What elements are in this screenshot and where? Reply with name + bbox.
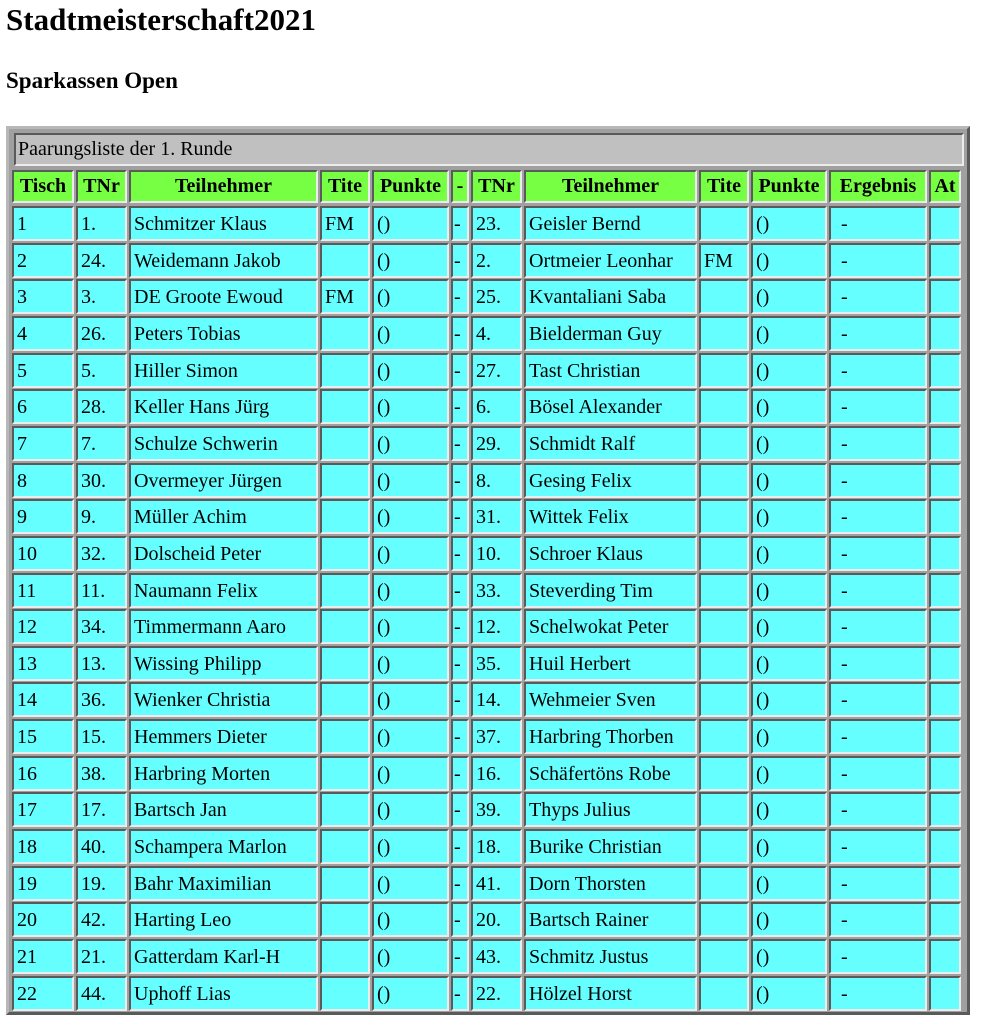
result-cell: - [829, 609, 927, 644]
player-number-white-cell: 21. [76, 939, 127, 974]
player-number-black-cell: 43. [471, 939, 522, 974]
table-number-cell: 16 [12, 756, 74, 791]
player-name-black-cell: Steverding Tim [524, 573, 697, 608]
column-header-player-number-white: TNr [76, 170, 127, 203]
player-title-white-cell [320, 756, 370, 791]
pairing-separator-cell: - [451, 243, 469, 278]
column-header-player-points-black: Punkte [751, 170, 827, 203]
remark-cell [929, 573, 961, 608]
player-number-white-cell: 42. [76, 902, 127, 937]
player-title-white-cell [320, 573, 370, 608]
player-name-white-cell: DE Groote Ewoud [129, 279, 318, 314]
player-points-black-cell: () [751, 719, 827, 754]
player-number-white-cell: 30. [76, 463, 127, 498]
player-number-black-cell: 20. [471, 902, 522, 937]
result-cell: - [829, 499, 927, 534]
pairing-separator-cell: - [451, 389, 469, 424]
player-number-white-cell: 32. [76, 536, 127, 571]
player-points-black-cell: () [751, 866, 827, 901]
player-points-black-cell: () [751, 279, 827, 314]
player-name-white-cell: Bartsch Jan [129, 792, 318, 827]
player-number-white-cell: 26. [76, 316, 127, 351]
player-title-black-cell [699, 682, 749, 717]
player-points-black-cell: () [751, 682, 827, 717]
player-title-black-cell [699, 389, 749, 424]
table-number-cell: 19 [12, 866, 74, 901]
player-name-black-cell: Bartsch Rainer [524, 902, 697, 937]
player-number-black-cell: 37. [471, 719, 522, 754]
player-title-black-cell [699, 573, 749, 608]
player-name-white-cell: Weidemann Jakob [129, 243, 318, 278]
result-cell: - [829, 756, 927, 791]
player-name-white-cell: Dolscheid Peter [129, 536, 318, 571]
player-title-white-cell: FM [320, 206, 370, 241]
player-title-black-cell [699, 426, 749, 461]
player-number-black-cell: 16. [471, 756, 522, 791]
player-number-white-cell: 24. [76, 243, 127, 278]
player-name-white-cell: Harbring Morten [129, 756, 318, 791]
player-number-white-cell: 40. [76, 829, 127, 864]
player-points-white-cell: () [372, 976, 449, 1011]
remark-cell [929, 939, 961, 974]
player-points-white-cell: () [372, 902, 449, 937]
remark-cell [929, 389, 961, 424]
player-number-black-cell: 31. [471, 499, 522, 534]
player-title-black-cell [699, 609, 749, 644]
player-name-white-cell: Schulze Schwerin [129, 426, 318, 461]
player-name-black-cell: Tast Christian [524, 353, 697, 388]
table-number-cell: 1 [12, 206, 74, 241]
player-points-black-cell: () [751, 499, 827, 534]
player-points-black-cell: () [751, 646, 827, 681]
player-title-black-cell [699, 792, 749, 827]
column-header-player-number-black: TNr [471, 170, 522, 203]
player-title-white-cell [320, 609, 370, 644]
remark-cell [929, 463, 961, 498]
table-number-cell: 13 [12, 646, 74, 681]
result-cell: - [829, 536, 927, 571]
table-number-cell: 11 [12, 573, 74, 608]
player-points-black-cell: () [751, 463, 827, 498]
player-name-white-cell: Wissing Philipp [129, 646, 318, 681]
player-name-black-cell: Kvantaliani Saba [524, 279, 697, 314]
player-name-black-cell: Huil Herbert [524, 646, 697, 681]
player-points-white-cell: () [372, 866, 449, 901]
player-number-black-cell: 35. [471, 646, 522, 681]
player-points-black-cell: () [751, 536, 827, 571]
player-points-black-cell: () [751, 243, 827, 278]
player-number-black-cell: 2. [471, 243, 522, 278]
remark-cell [929, 756, 961, 791]
player-name-black-cell: Wittek Felix [524, 499, 697, 534]
player-points-black-cell: () [751, 573, 827, 608]
pairing-separator-cell: - [451, 719, 469, 754]
player-title-white-cell [320, 353, 370, 388]
player-name-black-cell: Wehmeier Sven [524, 682, 697, 717]
column-header-player-name-black: Teilnehmer [524, 170, 697, 203]
remark-cell [929, 426, 961, 461]
player-number-white-cell: 5. [76, 353, 127, 388]
remark-cell [929, 682, 961, 717]
pairing-separator-cell: - [451, 536, 469, 571]
page-subtitle: Sparkassen Open [6, 68, 178, 93]
pairing-separator-cell: - [451, 463, 469, 498]
column-header-player-name-white: Teilnehmer [129, 170, 318, 203]
player-number-black-cell: 6. [471, 389, 522, 424]
player-title-black-cell [699, 316, 749, 351]
player-points-white-cell: () [372, 499, 449, 534]
player-name-black-cell: Ortmeier Leonhar [524, 243, 697, 278]
player-points-white-cell: () [372, 353, 449, 388]
player-name-black-cell: Schäfertöns Robe [524, 756, 697, 791]
remark-cell [929, 206, 961, 241]
player-name-black-cell: Hölzel Horst [524, 976, 697, 1011]
remark-cell [929, 609, 961, 644]
player-name-white-cell: Schmitzer Klaus [129, 206, 318, 241]
player-number-black-cell: 29. [471, 426, 522, 461]
player-name-black-cell: Harbring Thorben [524, 719, 697, 754]
player-number-white-cell: 7. [76, 426, 127, 461]
result-cell: - [829, 389, 927, 424]
player-number-white-cell: 34. [76, 609, 127, 644]
player-points-black-cell: () [751, 206, 827, 241]
table-number-cell: 5 [12, 353, 74, 388]
player-number-white-cell: 36. [76, 682, 127, 717]
table-caption: Paarungsliste der 1. Runde [14, 133, 964, 166]
player-name-black-cell: Bielderman Guy [524, 316, 697, 351]
player-points-white-cell: () [372, 719, 449, 754]
remark-cell [929, 279, 961, 314]
player-number-black-cell: 41. [471, 866, 522, 901]
player-name-black-cell: Schmitz Justus [524, 939, 697, 974]
player-title-white-cell [320, 682, 370, 717]
player-name-white-cell: Schampera Marlon [129, 829, 318, 864]
player-title-black-cell [699, 829, 749, 864]
pairing-separator-cell: - [451, 682, 469, 717]
remark-cell [929, 976, 961, 1011]
player-points-white-cell: () [372, 682, 449, 717]
result-cell: - [829, 573, 927, 608]
pairing-separator-cell: - [451, 206, 469, 241]
player-title-white-cell [320, 389, 370, 424]
result-cell: - [829, 792, 927, 827]
player-title-white-cell [320, 939, 370, 974]
player-name-white-cell: Timmermann Aaro [129, 609, 318, 644]
pairing-separator-cell: - [451, 353, 469, 388]
player-number-black-cell: 12. [471, 609, 522, 644]
player-number-white-cell: 11. [76, 573, 127, 608]
column-header-table-number: Tisch [12, 170, 74, 203]
player-title-white-cell [320, 866, 370, 901]
player-title-black-cell [699, 463, 749, 498]
player-title-white-cell [320, 792, 370, 827]
player-points-white-cell: () [372, 243, 449, 278]
result-cell: - [829, 866, 927, 901]
player-points-black-cell: () [751, 609, 827, 644]
player-number-black-cell: 18. [471, 829, 522, 864]
column-header-result: Ergebnis [829, 170, 927, 203]
player-points-white-cell: () [372, 536, 449, 571]
player-title-white-cell [320, 902, 370, 937]
player-points-white-cell: () [372, 609, 449, 644]
player-points-black-cell: () [751, 829, 827, 864]
player-points-black-cell: () [751, 426, 827, 461]
table-number-cell: 3 [12, 279, 74, 314]
player-points-white-cell: () [372, 463, 449, 498]
remark-cell [929, 536, 961, 571]
player-number-black-cell: 14. [471, 682, 522, 717]
player-name-black-cell: Bösel Alexander [524, 389, 697, 424]
player-points-black-cell: () [751, 792, 827, 827]
player-points-black-cell: () [751, 353, 827, 388]
player-title-black-cell [699, 536, 749, 571]
player-points-white-cell: () [372, 316, 449, 351]
pairing-separator-cell: - [451, 316, 469, 351]
player-points-black-cell: () [751, 976, 827, 1011]
result-cell: - [829, 463, 927, 498]
player-title-black-cell [699, 902, 749, 937]
result-cell: - [829, 902, 927, 937]
player-number-white-cell: 17. [76, 792, 127, 827]
player-points-black-cell: () [751, 316, 827, 351]
player-title-black-cell [699, 499, 749, 534]
table-number-cell: 8 [12, 463, 74, 498]
player-points-white-cell: () [372, 279, 449, 314]
column-header-player-points-white: Punkte [372, 170, 449, 203]
player-points-white-cell: () [372, 756, 449, 791]
player-number-white-cell: 28. [76, 389, 127, 424]
result-cell: - [829, 939, 927, 974]
player-number-white-cell: 44. [76, 976, 127, 1011]
player-title-white-cell: FM [320, 279, 370, 314]
table-number-cell: 6 [12, 389, 74, 424]
player-title-white-cell [320, 829, 370, 864]
result-cell: - [829, 426, 927, 461]
player-name-white-cell: Uphoff Lias [129, 976, 318, 1011]
player-number-black-cell: 10. [471, 536, 522, 571]
table-number-cell: 4 [12, 316, 74, 351]
player-number-white-cell: 13. [76, 646, 127, 681]
table-number-cell: 15 [12, 719, 74, 754]
pairing-separator-cell: - [451, 939, 469, 974]
remark-cell [929, 646, 961, 681]
player-name-black-cell: Gesing Felix [524, 463, 697, 498]
remark-cell [929, 719, 961, 754]
player-title-black-cell [699, 939, 749, 974]
player-number-white-cell: 19. [76, 866, 127, 901]
result-cell: - [829, 646, 927, 681]
player-name-black-cell: Schroer Klaus [524, 536, 697, 571]
player-name-white-cell: Bahr Maximilian [129, 866, 318, 901]
player-title-white-cell [320, 243, 370, 278]
player-title-white-cell [320, 719, 370, 754]
table-number-cell: 22 [12, 976, 74, 1011]
remark-cell [929, 866, 961, 901]
remark-cell [929, 792, 961, 827]
remark-cell [929, 353, 961, 388]
player-name-white-cell: Harting Leo [129, 902, 318, 937]
player-number-white-cell: 3. [76, 279, 127, 314]
player-points-white-cell: () [372, 206, 449, 241]
result-cell: - [829, 279, 927, 314]
player-name-white-cell: Naumann Felix [129, 573, 318, 608]
player-points-white-cell: () [372, 426, 449, 461]
pairing-separator-cell: - [451, 902, 469, 937]
player-number-black-cell: 33. [471, 573, 522, 608]
player-title-black-cell [699, 353, 749, 388]
player-title-white-cell [320, 426, 370, 461]
remark-cell [929, 902, 961, 937]
result-cell: - [829, 316, 927, 351]
table-number-cell: 20 [12, 902, 74, 937]
pairing-separator-cell: - [451, 976, 469, 1011]
player-points-white-cell: () [372, 389, 449, 424]
pairing-separator-cell: - [451, 792, 469, 827]
page-title: Stadtmeisterschaft2021 [6, 2, 316, 37]
player-title-black-cell [699, 206, 749, 241]
table-number-cell: 7 [12, 426, 74, 461]
player-number-black-cell: 27. [471, 353, 522, 388]
player-points-white-cell: () [372, 939, 449, 974]
player-number-black-cell: 4. [471, 316, 522, 351]
pairing-separator-cell: - [451, 756, 469, 791]
result-cell: - [829, 719, 927, 754]
player-title-black-cell [699, 646, 749, 681]
remark-cell [929, 829, 961, 864]
table-number-cell: 2 [12, 243, 74, 278]
pairing-separator-cell: - [451, 499, 469, 534]
result-cell: - [829, 243, 927, 278]
player-title-white-cell [320, 646, 370, 681]
pairing-separator-cell: - [451, 573, 469, 608]
table-number-cell: 9 [12, 499, 74, 534]
player-title-white-cell [320, 499, 370, 534]
player-points-white-cell: () [372, 646, 449, 681]
player-points-black-cell: () [751, 939, 827, 974]
player-number-white-cell: 38. [76, 756, 127, 791]
player-name-black-cell: Dorn Thorsten [524, 866, 697, 901]
player-number-black-cell: 8. [471, 463, 522, 498]
result-cell: - [829, 976, 927, 1011]
player-name-white-cell: Peters Tobias [129, 316, 318, 351]
remark-cell [929, 316, 961, 351]
player-name-white-cell: Hiller Simon [129, 353, 318, 388]
player-number-black-cell: 39. [471, 792, 522, 827]
player-title-white-cell [320, 316, 370, 351]
result-cell: - [829, 829, 927, 864]
player-points-black-cell: () [751, 756, 827, 791]
player-number-black-cell: 22. [471, 976, 522, 1011]
player-name-black-cell: Thyps Julius [524, 792, 697, 827]
player-name-black-cell: Schmidt Ralf [524, 426, 697, 461]
pairings-table [6, 126, 970, 1015]
column-header-remark: At [929, 170, 961, 203]
remark-cell [929, 499, 961, 534]
player-points-white-cell: () [372, 829, 449, 864]
table-number-cell: 17 [12, 792, 74, 827]
column-header-pairing-separator: - [451, 170, 469, 203]
result-cell: - [829, 206, 927, 241]
player-title-white-cell [320, 976, 370, 1011]
pairing-separator-cell: - [451, 279, 469, 314]
player-title-black-cell [699, 976, 749, 1011]
pairing-separator-cell: - [451, 646, 469, 681]
result-cell: - [829, 682, 927, 717]
player-title-black-cell [699, 866, 749, 901]
player-title-white-cell [320, 536, 370, 571]
player-title-black-cell: FM [699, 243, 749, 278]
player-number-white-cell: 15. [76, 719, 127, 754]
player-points-black-cell: () [751, 902, 827, 937]
player-name-white-cell: Hemmers Dieter [129, 719, 318, 754]
player-name-white-cell: Overmeyer Jürgen [129, 463, 318, 498]
pairing-separator-cell: - [451, 866, 469, 901]
column-header-player-title-white: Tite [320, 170, 370, 203]
player-points-white-cell: () [372, 792, 449, 827]
player-number-white-cell: 9. [76, 499, 127, 534]
player-number-black-cell: 25. [471, 279, 522, 314]
remark-cell [929, 243, 961, 278]
player-title-black-cell [699, 719, 749, 754]
player-number-black-cell: 23. [471, 206, 522, 241]
player-number-white-cell: 1. [76, 206, 127, 241]
player-title-black-cell [699, 279, 749, 314]
player-name-white-cell: Gatterdam Karl-H [129, 939, 318, 974]
result-cell: - [829, 353, 927, 388]
player-name-black-cell: Schelwokat Peter [524, 609, 697, 644]
column-header-player-title-black: Tite [699, 170, 749, 203]
table-number-cell: 10 [12, 536, 74, 571]
player-name-black-cell: Geisler Bernd [524, 206, 697, 241]
table-number-cell: 14 [12, 682, 74, 717]
player-name-white-cell: Müller Achim [129, 499, 318, 534]
player-points-black-cell: () [751, 389, 827, 424]
player-title-white-cell [320, 463, 370, 498]
player-name-white-cell: Keller Hans Jürg [129, 389, 318, 424]
pairing-separator-cell: - [451, 609, 469, 644]
pairing-separator-cell: - [451, 829, 469, 864]
player-name-white-cell: Wienker Christia [129, 682, 318, 717]
player-title-black-cell [699, 756, 749, 791]
table-number-cell: 12 [12, 609, 74, 644]
table-number-cell: 18 [12, 829, 74, 864]
table-number-cell: 21 [12, 939, 74, 974]
player-name-black-cell: Burike Christian [524, 829, 697, 864]
pairing-separator-cell: - [451, 426, 469, 461]
player-points-white-cell: () [372, 573, 449, 608]
